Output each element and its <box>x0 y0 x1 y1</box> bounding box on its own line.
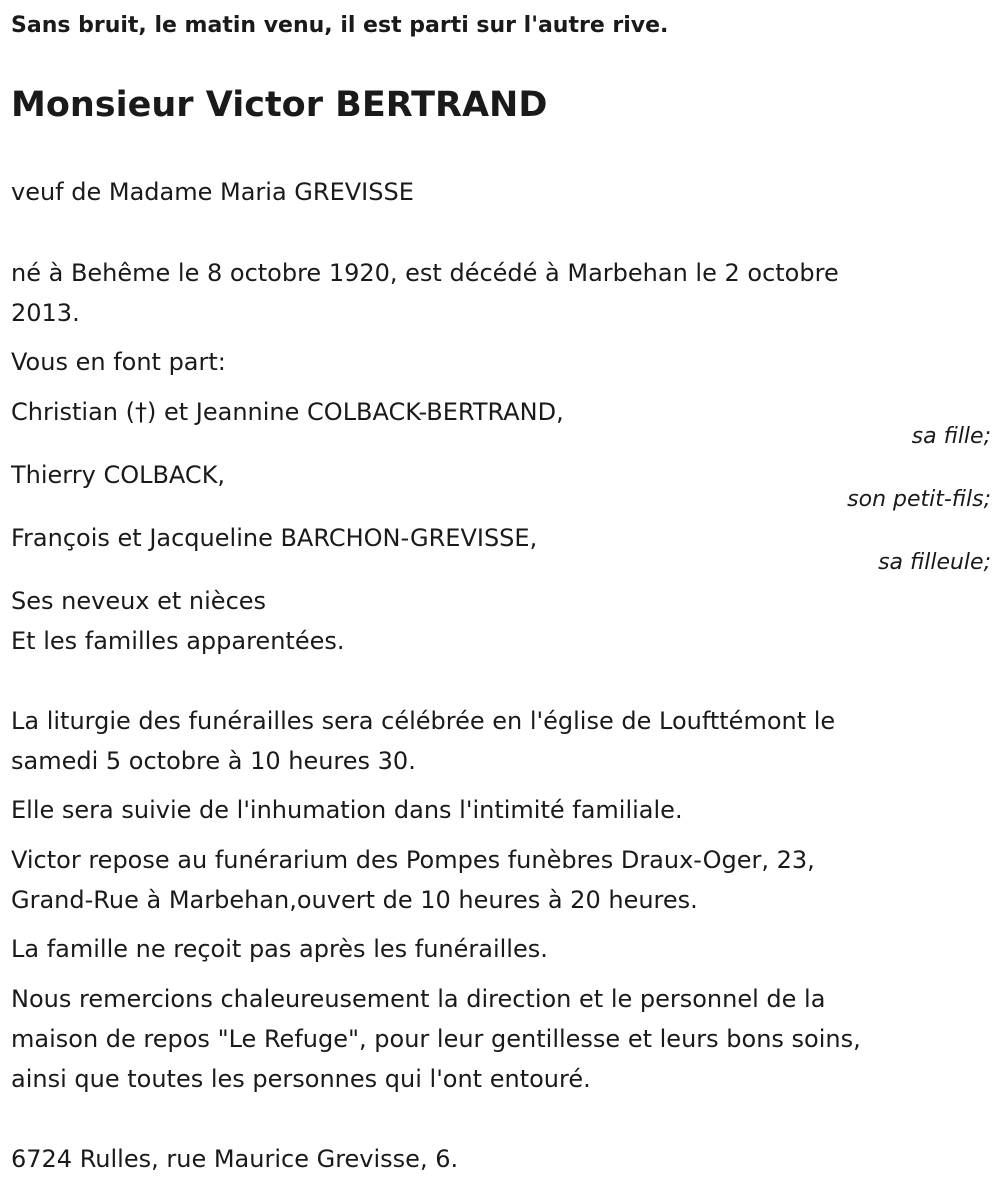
others-line-1: Ses neveux et nièces <box>11 587 267 615</box>
deceased-name: Monsieur Victor BERTRAND <box>11 85 548 125</box>
epigraph: Sans bruit, le matin venu, il est parti sur l'autre rive. <box>11 13 669 38</box>
family-member-names: François et Jacqueline BARCHON-GREVISSE, <box>11 524 538 552</box>
family-member-relation: son petit-fils; <box>847 487 991 512</box>
family-member-names: Thierry COLBACK, <box>11 461 226 489</box>
liturgy-line-2: samedi 5 octobre à 10 heures 30. <box>11 747 416 775</box>
rest-line-2: Grand-Rue à Marbehan,ouvert de 10 heures à 20 heures. <box>11 886 698 914</box>
birth-death-line-1: né à Behême le 8 octobre 1920, est décédé à Marbehan le 2 octobre <box>11 259 839 287</box>
announce-intro: Vous en font part: <box>11 348 226 376</box>
thanks-line-3: ainsi que toutes les personnes qui l'ont entouré. <box>11 1065 591 1093</box>
others-line-2: Et les familles apparentées. <box>11 627 345 655</box>
no-reception-text: La famille ne reçoit pas après les funérailles. <box>11 935 548 963</box>
address: 6724 Rulles, rue Maurice Grevisse, 6. <box>11 1145 459 1173</box>
family-member-relation: sa fille; <box>911 424 991 449</box>
burial-text: Elle sera suivie de l'inhumation dans l'intimité familiale. <box>11 796 683 824</box>
widower-of: veuf de Madame Maria GREVISSE <box>11 178 414 206</box>
family-member-relation: sa filleule; <box>878 550 991 575</box>
family-member-names: Christian (†) et Jeannine COLBACK-BERTRAND, <box>11 398 564 426</box>
thanks-line-1: Nous remercions chaleureusement la direction et le personnel de la <box>11 985 826 1013</box>
rest-line-1: Victor repose au funérarium des Pompes funèbres Draux-Oger, 23, <box>11 846 815 874</box>
liturgy-line-1: La liturgie des funérailles sera célébrée en l'église de Loufttémont le <box>11 707 836 735</box>
birth-death-line-2: 2013. <box>11 299 80 327</box>
thanks-line-2: maison de repos "Le Refuge", pour leur gentillesse et leurs bons soins, <box>11 1025 861 1053</box>
